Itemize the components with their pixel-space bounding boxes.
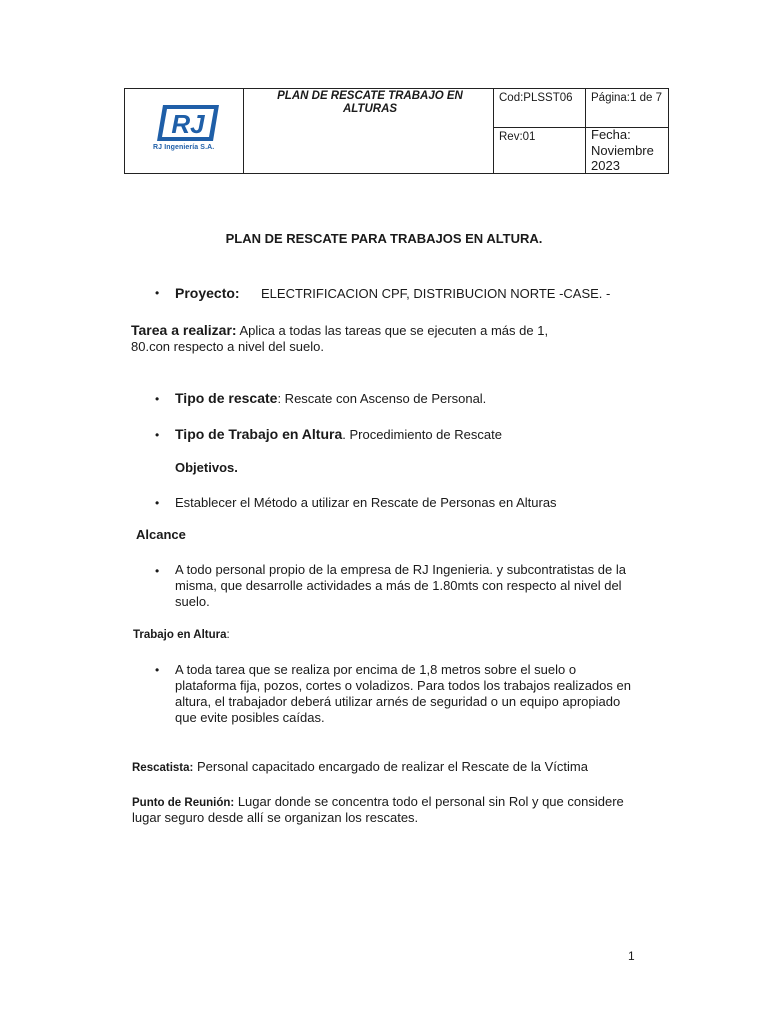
trabajo-altura-line: que evite posibles caídas. — [175, 710, 325, 725]
main-title: PLAN DE RESCATE PARA TRABAJOS EN ALTURA. — [225, 231, 543, 246]
page-indicator: Página:1 de 7 — [591, 92, 662, 104]
page-number: 1 — [628, 949, 635, 963]
rescatista-definition — [132, 759, 588, 776]
tarea-label: Tarea a realizar: — [131, 322, 237, 338]
document-date — [591, 127, 654, 174]
date-year: 2023 — [591, 158, 620, 173]
tarea-text-line2: 80.con respecto a nivel del suelo. — [131, 339, 324, 354]
objetivos-item: Establecer el Método a utilizar en Rescate de Personas en Alturas — [175, 495, 557, 510]
tipo-rescate-value: : Rescate con Ascenso de Personal. — [277, 391, 487, 406]
trabajo-altura-line: plataforma fija, pozos, cortes o voladizos. Para todos los trabajos realizados en — [175, 678, 631, 693]
alcance-heading: Alcance — [136, 527, 186, 542]
trabajo-altura-line: altura, el trabajador deberá utilizar arnés de seguridad o un equipo apropiado — [175, 694, 621, 709]
revision: Rev:01 — [499, 131, 536, 143]
document-code: Cod:PLSST06 — [499, 92, 573, 104]
trabajo-altura-label: Trabajo en Altura — [133, 629, 227, 641]
tipo-trabajo-label: Tipo de Trabajo en Altura — [175, 426, 343, 442]
header-divider — [585, 89, 586, 173]
date-month: Noviembre — [591, 142, 654, 158]
proyecto-value: ELECTRIFICACION CPF, DISTRIBUCION NORTE -CASE. - — [261, 286, 611, 301]
document-title: PLAN DE RESCATE TRABAJO EN ALTURAS — [277, 90, 463, 115]
punto-reunion-text: Lugar donde se concentra todo el personal sin Rol y que considere — [234, 794, 624, 809]
trabajo-altura-colon: : — [226, 629, 230, 641]
bullet: • — [155, 286, 160, 300]
punto-reunion-line2: lugar seguro desde allí se organizan los rescates. — [132, 810, 419, 825]
bullet: • — [155, 428, 160, 442]
tipo-trabajo-value: . Procedimiento de Rescate — [342, 427, 502, 442]
date-label: Fecha: — [591, 127, 631, 142]
rescatista-value: Personal capacitado encargado de realizar el Rescate de la Víctima — [193, 759, 588, 774]
alcance-line: suelo. — [175, 594, 210, 609]
tipo-rescate-label: Tipo de rescate — [175, 390, 278, 406]
alcance-line: A todo personal propio de la empresa de RJ Ingenieria. y subcontratistas de la — [175, 562, 626, 577]
objetivos-heading: Objetivos. — [175, 460, 238, 475]
document-header-table — [124, 88, 669, 174]
alcance-line: misma, que desarrolle actividades a más de 1.80mts con respecto al nivel del — [175, 578, 622, 593]
header-divider — [243, 89, 244, 173]
company-name: RJ Ingeniería S.A. — [153, 144, 215, 151]
tarea-text: Aplica a todas las tareas que se ejecuten a más de 1, — [236, 323, 549, 338]
logo-initials: RJ — [171, 109, 205, 139]
punto-reunion-label: Punto de Reunión: — [132, 797, 235, 809]
bullet: • — [155, 564, 160, 578]
trabajo-altura-heading — [133, 627, 230, 643]
company-logo — [155, 103, 221, 143]
proyecto-label: Proyecto: — [175, 285, 240, 301]
header-divider — [493, 89, 494, 173]
trabajo-altura-line: A toda tarea que se realiza por encima de 1,8 metros sobre el suelo o — [175, 662, 577, 677]
tarea-paragraph — [131, 322, 548, 339]
bullet: • — [155, 496, 160, 510]
tipo-rescate — [175, 390, 486, 407]
tipo-trabajo — [175, 426, 502, 443]
bullet: • — [155, 392, 160, 406]
bullet: • — [155, 663, 160, 677]
punto-reunion-definition — [132, 794, 624, 811]
rescatista-label: Rescatista: — [132, 762, 194, 774]
